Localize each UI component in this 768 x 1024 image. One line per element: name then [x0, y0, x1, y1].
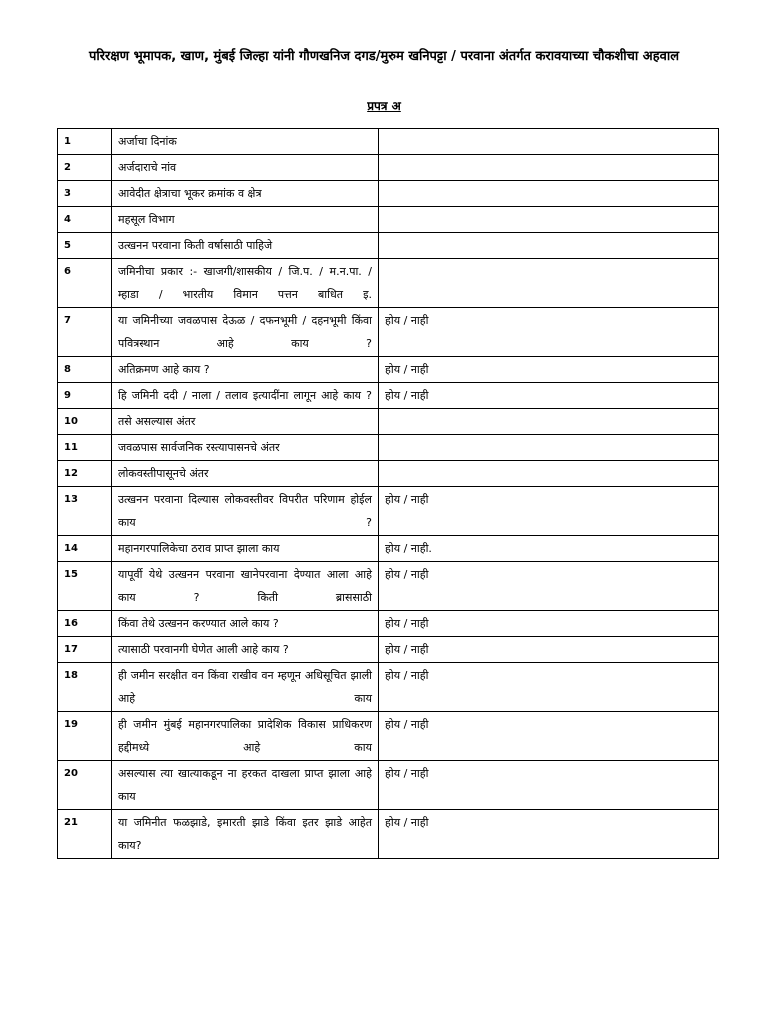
- row-number: 4: [58, 207, 112, 233]
- question-cell: जवळपास सार्वजनिक रस्त्यापासनचे अंतर: [112, 435, 379, 461]
- question-cell: ही जमीन सरक्षीत वन किंवा राखीव वन म्हणून अधिसूचित झाली आहे काय: [112, 663, 379, 712]
- question-cell: ही जमीन मुंबई महानगरपालिका प्रादेशिक विकास प्राधिकरण हद्दीमध्ये आहे काय: [112, 712, 379, 761]
- question-cell: किंवा तेथे उत्खनन करण्यात आले काय ?: [112, 611, 379, 637]
- table-row: [58, 409, 719, 435]
- answer-cell: होय / नाही: [379, 663, 719, 712]
- answer-cell: [379, 233, 719, 259]
- table-row: [58, 181, 719, 207]
- question-cell: महानगरपालिकेचा ठराव प्राप्त झाला काय: [112, 536, 379, 562]
- table-row: [58, 637, 719, 663]
- row-number: 12: [58, 461, 112, 487]
- question-cell: उत्खनन परवाना दिल्यास लोकवस्तीवर विपरीत परिणाम होईल काय ?: [112, 487, 379, 536]
- row-number: 19: [58, 712, 112, 761]
- row-number: 2: [58, 155, 112, 181]
- table-row: [58, 487, 719, 536]
- row-number: 5: [58, 233, 112, 259]
- answer-cell: होय / नाही.: [379, 536, 719, 562]
- row-number: 9: [58, 383, 112, 409]
- answer-cell: [379, 409, 719, 435]
- table-row: [58, 611, 719, 637]
- question-cell: अर्जाचा दिनांक: [112, 129, 379, 155]
- question-cell: असल्यास त्या खात्याकडून ना हरकत दाखला प्राप्त झाला आहे काय: [112, 761, 379, 810]
- row-number: 10: [58, 409, 112, 435]
- answer-cell: [379, 435, 719, 461]
- row-number: 17: [58, 637, 112, 663]
- answer-cell: [379, 155, 719, 181]
- answer-cell: [379, 207, 719, 233]
- row-number: 3: [58, 181, 112, 207]
- table-row: [58, 233, 719, 259]
- row-number: 11: [58, 435, 112, 461]
- question-cell: लोकवस्तीपासूनचे अंतर: [112, 461, 379, 487]
- question-cell: या जमिनीच्या जवळपास देऊळ / दफनभूमी / दहनभूमी किंवा पवित्रस्थान आहे काय ?: [112, 308, 379, 357]
- question-cell: अर्जदाराचे नांव: [112, 155, 379, 181]
- table-row: [58, 461, 719, 487]
- answer-cell: होय / नाही: [379, 562, 719, 611]
- answer-cell: [379, 461, 719, 487]
- row-number: 21: [58, 810, 112, 859]
- row-number: 20: [58, 761, 112, 810]
- question-cell: अतिक्रमण आहे काय ?: [112, 357, 379, 383]
- question-cell: तसे असल्यास अंतर: [112, 409, 379, 435]
- answer-cell: होय / नाही: [379, 637, 719, 663]
- table-row: [58, 155, 719, 181]
- row-number: 1: [58, 129, 112, 155]
- table-row: [58, 259, 719, 308]
- question-cell: जमिनीचा प्रकार :- खाजगी/शासकीय / जि.प. / म.न.पा. / म्हाडा / भारतीय विमान पत्तन बाधित इ.: [112, 259, 379, 308]
- answer-cell: होय / नाही: [379, 487, 719, 536]
- table-row: [58, 308, 719, 357]
- table-row: [58, 761, 719, 810]
- row-number: 7: [58, 308, 112, 357]
- question-cell: त्यासाठी परवानगी घेणेत आली आहे काय ?: [112, 637, 379, 663]
- table-row: [58, 129, 719, 155]
- table-row: [58, 663, 719, 712]
- row-number: 15: [58, 562, 112, 611]
- row-number: 18: [58, 663, 112, 712]
- row-number: 16: [58, 611, 112, 637]
- form-label: प्रपत्र अ: [367, 99, 401, 113]
- answer-cell: होय / नाही: [379, 810, 719, 859]
- table-body: [58, 129, 719, 859]
- inquiry-table: [57, 128, 719, 859]
- row-number: 14: [58, 536, 112, 562]
- answer-cell: होय / नाही: [379, 712, 719, 761]
- table-row: [58, 712, 719, 761]
- table-row: [58, 435, 719, 461]
- table-row: [58, 207, 719, 233]
- row-number: 13: [58, 487, 112, 536]
- table-row: [58, 357, 719, 383]
- answer-cell: [379, 181, 719, 207]
- row-number: 6: [58, 259, 112, 308]
- question-cell: यापूर्वी येथे उत्खनन परवाना खानेपरवाना देण्यात आला आहे काय ? किती ब्राससाठी: [112, 562, 379, 611]
- answer-cell: होय / नाही: [379, 357, 719, 383]
- answer-cell: [379, 129, 719, 155]
- answer-cell: होय / नाही: [379, 611, 719, 637]
- answer-cell: होय / नाही: [379, 308, 719, 357]
- row-number: 8: [58, 357, 112, 383]
- table-row: [58, 810, 719, 859]
- table-row: [58, 562, 719, 611]
- question-cell: या जमिनीत फळझाडे, इमारती झाडे किंवा इतर झाडे आहेत काय?: [112, 810, 379, 859]
- document-title: परिरक्षण भूमापक, खाण, मुंबई जिल्हा यांनी गौणखनिज दगड/मुरुम खनिपट्टा / परवाना अंतर्गत करावयाच्या चौकशीचा अहवाल: [88, 49, 680, 64]
- question-cell: आवेदीत क्षेत्राचा भूकर क्रमांक व क्षेत्र: [112, 181, 379, 207]
- answer-cell: होय / नाही: [379, 761, 719, 810]
- table-row: [58, 536, 719, 562]
- table-row: [58, 383, 719, 409]
- answer-cell: होय / नाही: [379, 383, 719, 409]
- answer-cell: [379, 259, 719, 308]
- question-cell: हि जमिनी ददी / नाला / तलाव इत्यादींना लागून आहे काय ?: [112, 383, 379, 409]
- question-cell: महसूल विभाग: [112, 207, 379, 233]
- question-cell: उत्खनन परवाना किती वर्षासाठी पाहिजे: [112, 233, 379, 259]
